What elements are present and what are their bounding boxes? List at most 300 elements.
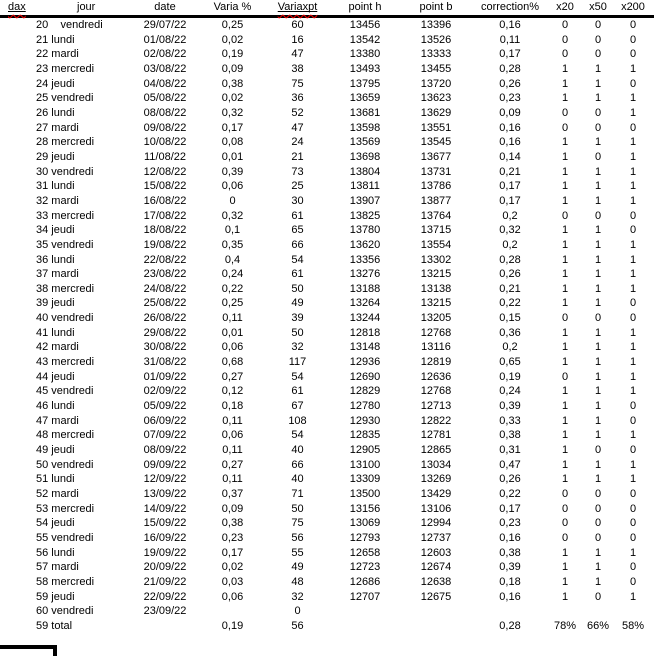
cell-correction-pct[interactable]: 0,17 [499, 180, 521, 193]
cell-x20[interactable]: 1 [561, 92, 569, 105]
cell-point-h[interactable]: 12780 [349, 400, 381, 413]
header-varia-pct[interactable]: Varia % [213, 1, 252, 13]
cell-correction-pct[interactable]: 0,2 [502, 209, 518, 222]
cell-varia-pct[interactable]: 0,02 [221, 33, 244, 46]
cell-x20[interactable]: 1 [561, 356, 569, 369]
cell-x50[interactable]: 1 [594, 297, 602, 310]
cell-x50[interactable]: 1 [594, 224, 602, 237]
cell-point-h[interactable]: 13493 [349, 62, 381, 75]
cell-point-b[interactable]: 13116 [421, 341, 451, 354]
cell-correction-pct[interactable]: 0,28 [499, 62, 521, 75]
cell-date[interactable]: 18/08/22 [143, 224, 187, 237]
cell-varia-pct[interactable]: 0,06 [221, 180, 244, 193]
cell-varia-pct[interactable]: 0,02 [221, 92, 244, 105]
header-variaxpt[interactable] [265, 0, 330, 15]
cell-jour[interactable]: 43 mercredi [36, 356, 95, 369]
cell-x50[interactable]: 1 [594, 429, 602, 442]
cell-x200[interactable]: 1 [629, 253, 637, 266]
cell-variaxpt[interactable]: 32 [291, 341, 304, 354]
cell-varia-pct[interactable]: 0,27 [221, 370, 244, 383]
cell-jour[interactable]: 28 mercredi [36, 136, 95, 149]
cell-point-h[interactable]: 13356 [349, 253, 381, 266]
cell-x20[interactable]: 1 [561, 444, 569, 457]
cell-point-h[interactable]: 13264 [349, 297, 381, 310]
cell-correction-pct[interactable]: 0,65 [499, 356, 521, 369]
cell-x200[interactable]: 0 [629, 77, 637, 90]
cell-x20[interactable]: 0 [561, 370, 569, 383]
cell-variaxpt[interactable]: 36 [291, 92, 304, 105]
cell-jour[interactable]: 25 vendredi [36, 92, 94, 105]
cell-variaxpt[interactable]: 54 [291, 429, 304, 442]
cell-correction-pct[interactable]: 0,39 [499, 561, 521, 574]
cell-x50[interactable]: 1 [594, 282, 602, 295]
cell-x20[interactable]: 1 [561, 575, 569, 588]
cell-variaxpt[interactable]: 66 [291, 238, 304, 251]
cell-point-h[interactable]: 12905 [349, 444, 381, 457]
cell-jour[interactable]: 59 jeudi [36, 590, 75, 603]
cell-varia-pct[interactable]: 0,18 [221, 400, 244, 413]
cell-point-h[interactable]: 13620 [349, 238, 381, 251]
cell-jour[interactable]: 54 jeudi [36, 517, 75, 530]
cell-jour[interactable]: 26 lundi [36, 106, 75, 119]
cell-date[interactable]: 22/08/22 [143, 253, 187, 266]
cell-point-h[interactable]: 13069 [349, 517, 381, 530]
cell-jour[interactable]: 37 mardi [36, 268, 79, 281]
cell-jour[interactable]: 24 jeudi [36, 77, 75, 90]
cell-date[interactable]: 12/09/22 [143, 473, 187, 486]
cell-x50[interactable]: 0 [594, 517, 602, 530]
cell-x50[interactable]: 1 [594, 268, 602, 281]
cell-variaxpt[interactable]: 50 [291, 282, 304, 295]
cell-correction-pct[interactable]: 0,18 [499, 575, 521, 588]
header-correction-pct[interactable]: correction% [480, 1, 540, 13]
cell-correction-pct[interactable]: 0,23 [499, 517, 521, 530]
cell-x20[interactable]: 1 [561, 136, 569, 149]
cell-varia-pct[interactable]: 0,4 [224, 253, 241, 266]
cell-date[interactable]: 30/08/22 [143, 341, 187, 354]
cell-x20[interactable]: 0 [561, 33, 569, 46]
cell-date[interactable]: 11/08/22 [143, 150, 186, 163]
cell-variaxpt[interactable]: 47 [291, 48, 304, 61]
cell-variaxpt[interactable]: 73 [291, 165, 304, 178]
cell-x50[interactable]: 1 [594, 62, 602, 75]
header-dax[interactable] [8, 0, 26, 15]
cell-x50[interactable]: 1 [594, 194, 602, 207]
cell-varia-pct[interactable]: 0,38 [221, 77, 244, 90]
cell-x200[interactable]: 0 [629, 209, 637, 222]
cell-varia-pct[interactable]: 0,24 [221, 268, 244, 281]
cell-correction-pct[interactable]: 0,39 [499, 400, 521, 413]
cell-variaxpt[interactable]: 108 [288, 414, 307, 427]
cell-point-b[interactable]: 13545 [420, 136, 452, 149]
cell-point-h[interactable]: 13500 [349, 488, 381, 500]
cell-x200[interactable]: 1 [629, 92, 637, 105]
cell-variaxpt[interactable]: 60 [291, 19, 304, 31]
cell-date[interactable]: 08/08/22 [143, 106, 187, 119]
cell-varia-pct[interactable]: 0,11 [222, 473, 243, 486]
cell-varia-pct[interactable]: 0,25 [221, 19, 244, 31]
cell-x50[interactable] [582, 604, 614, 619]
cell-point-b[interactable]: 12603 [420, 546, 452, 559]
cell-correction-pct[interactable]: 0,21 [499, 282, 521, 295]
cell-point-h[interactable]: 13188 [349, 282, 381, 295]
cell-varia-pct[interactable]: 0,03 [221, 575, 244, 588]
cell-variaxpt[interactable]: 66 [291, 458, 304, 471]
cell-x200[interactable]: 1 [629, 282, 637, 295]
cell-point-h[interactable]: 12707 [349, 590, 381, 603]
cell-varia-pct[interactable]: 0,06 [221, 341, 244, 354]
cell-date[interactable]: 01/08/22 [143, 33, 187, 46]
cell-variaxpt[interactable]: 65 [291, 224, 304, 237]
cell-variaxpt[interactable]: 61 [291, 209, 304, 222]
cell-x200[interactable]: 1 [629, 429, 637, 442]
cell-variaxpt[interactable]: 0 [294, 605, 301, 618]
cell-x20[interactable]: 1 [561, 341, 569, 354]
cell-x20[interactable]: 0 [561, 48, 569, 61]
cell-x50[interactable]: 1 [594, 341, 602, 354]
cell-varia-pct[interactable]: 0,01 [221, 326, 244, 339]
cell-x20[interactable]: 0 [561, 312, 569, 325]
cell-correction-pct[interactable]: 0,47 [499, 458, 521, 471]
cell-jour[interactable]: 59 total [36, 619, 73, 632]
cell-x200[interactable]: 1 [629, 590, 637, 603]
cell-x20[interactable]: 1 [561, 385, 569, 398]
cell-point-b[interactable]: 13034 [420, 458, 452, 471]
cell-x50[interactable]: 0 [594, 502, 602, 515]
cell-varia-pct[interactable]: 0,17 [221, 121, 244, 134]
cell-date[interactable]: 16/08/22 [143, 194, 187, 207]
cell-point-b[interactable]: 12822 [420, 414, 452, 427]
cell-point-h[interactable]: 13380 [349, 48, 381, 61]
cell-x50[interactable]: 1 [594, 165, 602, 178]
cell-x200[interactable]: 1 [629, 326, 637, 339]
cell-point-b[interactable]: 12675 [420, 590, 452, 603]
cell-correction-pct[interactable]: 0,15 [499, 312, 521, 325]
cell-x20[interactable]: 78% [553, 619, 577, 632]
cell-point-h[interactable]: 13825 [349, 209, 381, 222]
cell-correction-pct[interactable]: 0,16 [499, 121, 521, 134]
cell-point-h[interactable]: 13569 [349, 136, 381, 149]
cell-point-b[interactable] [400, 619, 472, 634]
cell-point-b[interactable]: 12819 [420, 356, 452, 369]
cell-x200[interactable]: 0 [629, 575, 637, 588]
cell-x200[interactable]: 0 [629, 33, 637, 46]
cell-jour[interactable]: 29 jeudi [36, 150, 75, 163]
cell-date[interactable]: 08/09/22 [143, 444, 187, 457]
cell-jour[interactable]: 57 mardi [36, 561, 79, 574]
cell-point-h[interactable]: 12835 [349, 429, 381, 442]
cell-date[interactable]: 01/09/22 [143, 370, 187, 383]
cell-date[interactable]: 16/09/22 [143, 531, 187, 544]
cell-variaxpt[interactable]: 16 [291, 33, 304, 46]
cell-x50[interactable]: 0 [594, 121, 602, 134]
cell-point-b[interactable]: 12865 [420, 444, 452, 457]
cell-jour[interactable]: 50 vendredi [36, 458, 94, 471]
cell-jour[interactable]: 21 lundi [36, 33, 75, 46]
cell-correction-pct[interactable]: 0,28 [499, 619, 521, 632]
cell-date[interactable]: 02/09/22 [143, 385, 187, 398]
cell-x20[interactable]: 1 [561, 429, 569, 442]
cell-jour[interactable]: 32 mardi [36, 194, 79, 207]
cell-x50[interactable]: 0 [594, 531, 602, 544]
cell-correction-pct[interactable]: 0,2 [502, 341, 518, 354]
cell-x20[interactable]: 0 [561, 488, 569, 500]
cell-date[interactable]: 21/09/22 [143, 575, 187, 588]
cell-x200[interactable]: 1 [629, 238, 637, 251]
cell-x50[interactable]: 1 [594, 458, 602, 471]
header-point-b[interactable]: point b [419, 1, 453, 13]
cell-variaxpt[interactable]: 75 [291, 77, 304, 90]
cell-varia-pct[interactable]: 0,23 [221, 531, 244, 544]
cell-x50[interactable]: 1 [594, 414, 602, 427]
header-date[interactable]: date [154, 1, 176, 13]
cell-correction-pct[interactable]: 0,22 [499, 488, 521, 500]
cell-date[interactable]: 12/08/22 [143, 165, 187, 178]
header-point-h[interactable]: point h [348, 1, 382, 13]
cell-x200[interactable]: 0 [629, 48, 637, 61]
cell-date[interactable]: 29/07/22 [143, 19, 187, 31]
cell-x200[interactable]: 0 [629, 517, 637, 530]
cell-point-h[interactable]: 12658 [349, 546, 381, 559]
cell-point-h[interactable]: 12818 [349, 326, 381, 339]
cell-x200[interactable]: 0 [629, 502, 637, 515]
header-x200[interactable]: x200 [621, 1, 645, 13]
cell-correction-pct[interactable]: 0,2 [502, 238, 518, 251]
cell-point-h[interactable]: 12829 [349, 385, 381, 398]
cell-x50[interactable]: 1 [594, 238, 602, 251]
cell-x50[interactable]: 0 [594, 106, 602, 119]
cell-correction-pct[interactable]: 0,33 [499, 414, 521, 427]
cell-point-b[interactable]: 13205 [420, 312, 452, 325]
cell-date[interactable] [130, 619, 200, 634]
cell-varia-pct[interactable]: 0,19 [221, 619, 244, 632]
cell-x50[interactable]: 1 [594, 253, 602, 266]
cell-varia-pct[interactable]: 0,17 [221, 546, 244, 559]
cell-x50[interactable]: 0 [594, 48, 602, 61]
cell-variaxpt[interactable]: 30 [291, 194, 304, 207]
cell-variaxpt[interactable]: 52 [291, 106, 304, 119]
cell-date[interactable]: 24/08/22 [143, 282, 187, 295]
cell-jour[interactable]: 40 vendredi [36, 312, 94, 325]
cell-x50[interactable]: 1 [594, 400, 602, 413]
cell-point-b[interactable]: 13786 [420, 180, 452, 193]
cell-point-h[interactable]: 13698 [349, 150, 381, 163]
cell-jour[interactable]: 34 jeudi [36, 224, 75, 237]
cell-correction-pct[interactable]: 0,26 [499, 473, 521, 486]
cell-variaxpt[interactable]: 32 [291, 590, 304, 603]
cell-x50[interactable]: 1 [594, 77, 602, 90]
cell-x50[interactable]: 1 [594, 473, 602, 486]
cell-variaxpt[interactable]: 50 [291, 326, 304, 339]
cell-point-b[interactable]: 13526 [420, 33, 452, 46]
cell-point-h[interactable]: 12936 [349, 356, 381, 369]
cell-date[interactable]: 29/08/22 [143, 326, 187, 339]
cell-variaxpt[interactable]: 55 [291, 546, 304, 559]
cell-variaxpt[interactable]: 49 [291, 297, 304, 310]
cell-jour[interactable]: 20 vendredi [36, 19, 103, 31]
cell-x20[interactable]: 0 [561, 209, 569, 222]
cell-date[interactable]: 13/09/22 [143, 488, 187, 500]
cell-date[interactable]: 09/08/22 [143, 121, 187, 134]
cell-x20[interactable]: 1 [561, 194, 569, 207]
cell-x50[interactable]: 1 [594, 136, 602, 149]
cell-varia-pct[interactable]: 0,19 [221, 48, 244, 61]
cell-point-b[interactable]: 13877 [420, 194, 452, 207]
cell-x50[interactable]: 0 [594, 590, 602, 603]
cell-x20[interactable]: 1 [561, 268, 569, 281]
cell-varia-pct[interactable]: 0,38 [221, 517, 244, 530]
cell-date[interactable]: 23/08/22 [143, 268, 187, 281]
cell-date[interactable]: 14/09/22 [143, 502, 187, 515]
cell-variaxpt[interactable]: 48 [291, 575, 304, 588]
cell-correction-pct[interactable]: 0,38 [499, 429, 521, 442]
cell-x50[interactable]: 0 [594, 444, 602, 457]
cell-date[interactable]: 09/09/22 [143, 458, 187, 471]
cell-variaxpt[interactable]: 54 [291, 370, 304, 383]
cell-point-h[interactable]: 13156 [349, 502, 381, 515]
cell-point-b[interactable]: 13551 [420, 121, 452, 134]
cell-correction-pct[interactable]: 0,26 [499, 77, 521, 90]
cell-date[interactable]: 25/08/22 [143, 297, 187, 310]
cell-variaxpt[interactable]: 49 [291, 561, 304, 574]
cell-x20[interactable]: 1 [561, 473, 569, 486]
cell-jour[interactable]: 31 lundi [36, 180, 75, 193]
cell-correction-pct[interactable] [472, 604, 548, 619]
cell-jour[interactable]: 42 mardi [36, 341, 79, 354]
cell-x200[interactable]: 0 [629, 561, 637, 574]
cell-date[interactable]: 15/08/22 [143, 180, 187, 193]
cell-variaxpt[interactable]: 75 [291, 517, 304, 530]
cell-varia-pct[interactable]: 0,37 [221, 488, 244, 500]
cell-x50[interactable]: 0 [594, 19, 602, 31]
cell-point-b[interactable]: 13269 [420, 473, 452, 486]
cell-varia-pct[interactable]: 0,01 [221, 150, 244, 163]
cell-correction-pct[interactable]: 0,28 [499, 253, 521, 266]
cell-x20[interactable]: 1 [561, 297, 569, 310]
cell-varia-pct[interactable]: 0,09 [221, 62, 244, 75]
cell-x200[interactable]: 1 [629, 546, 637, 559]
cell-correction-pct[interactable]: 0,38 [499, 546, 521, 559]
cell-x200[interactable]: 0 [629, 224, 637, 237]
cell-x200[interactable]: 1 [629, 268, 637, 281]
cell-x200[interactable]: 1 [629, 458, 637, 471]
cell-correction-pct[interactable]: 0,23 [499, 92, 521, 105]
cell-correction-pct[interactable]: 0,09 [499, 106, 521, 119]
cell-variaxpt[interactable]: 24 [291, 136, 304, 149]
cell-jour[interactable]: 35 vendredi [36, 238, 94, 251]
cell-variaxpt[interactable]: 56 [291, 531, 304, 544]
cell-date[interactable]: 10/08/22 [143, 136, 187, 149]
cell-varia-pct[interactable]: 0,35 [221, 238, 244, 251]
cell-varia-pct[interactable]: 0,11 [222, 444, 243, 457]
cell-x200[interactable]: 0 [629, 531, 637, 544]
cell-point-b[interactable]: 13731 [420, 165, 452, 178]
cell-jour[interactable]: 39 jeudi [36, 297, 75, 310]
cell-correction-pct[interactable]: 0,17 [499, 48, 521, 61]
cell-variaxpt[interactable]: 40 [291, 473, 304, 486]
header-x50[interactable]: x50 [589, 1, 607, 13]
cell-x50[interactable]: 0 [594, 488, 602, 500]
cell-x20[interactable]: 1 [561, 282, 569, 295]
cell-x50[interactable]: 1 [594, 370, 602, 383]
embedded-chart-corner[interactable] [0, 645, 57, 656]
cell-variaxpt[interactable]: 56 [291, 619, 304, 632]
cell-point-h[interactable]: 13659 [349, 92, 381, 105]
cell-point-h[interactable]: 13804 [349, 165, 381, 178]
cell-x50[interactable]: 1 [594, 180, 602, 193]
cell-varia-pct[interactable]: 0,09 [221, 502, 244, 515]
cell-point-h[interactable]: 13907 [349, 194, 381, 207]
cell-x50[interactable]: 0 [594, 150, 602, 163]
cell-point-h[interactable]: 13780 [349, 224, 381, 237]
cell-jour[interactable]: 52 mardi [36, 488, 79, 500]
cell-date[interactable]: 19/09/22 [143, 546, 187, 559]
cell-x50[interactable]: 0 [594, 312, 602, 325]
cell-jour[interactable]: 46 lundi [36, 400, 75, 413]
cell-point-b[interactable]: 13629 [420, 106, 452, 119]
cell-x200[interactable]: 0 [629, 488, 637, 500]
cell-variaxpt[interactable]: 47 [291, 121, 304, 134]
cell-varia-pct[interactable]: 0,02 [221, 561, 244, 574]
cell-variaxpt[interactable]: 39 [291, 312, 304, 325]
cell-point-h[interactable]: 13681 [349, 106, 381, 119]
cell-date[interactable]: 07/09/22 [143, 429, 187, 442]
cell-date[interactable]: 05/09/22 [143, 400, 187, 413]
cell-x50[interactable]: 1 [594, 385, 602, 398]
cell-x200[interactable]: 0 [629, 19, 637, 31]
cell-date[interactable]: 26/08/22 [143, 312, 187, 325]
cell-point-b[interactable]: 13455 [420, 62, 452, 75]
cell-point-h[interactable]: 13309 [349, 473, 381, 486]
cell-point-b[interactable]: 13138 [420, 282, 452, 295]
cell-x20[interactable]: 1 [561, 165, 569, 178]
cell-varia-pct[interactable]: 0,11 [222, 312, 243, 325]
cell-x20[interactable]: 1 [561, 180, 569, 193]
cell-x50[interactable]: 1 [594, 561, 602, 574]
cell-x20[interactable]: 1 [561, 77, 569, 90]
cell-varia-pct[interactable]: 0,06 [221, 429, 244, 442]
cell-point-b[interactable]: 13720 [420, 77, 452, 90]
cell-x20[interactable]: 0 [561, 121, 569, 134]
cell-x20[interactable]: 1 [561, 414, 569, 427]
cell-point-b[interactable]: 12768 [420, 326, 452, 339]
cell-point-b[interactable]: 13554 [420, 238, 452, 251]
cell-point-h[interactable]: 13456 [349, 19, 381, 31]
cell-x200[interactable]: 1 [629, 356, 637, 369]
cell-correction-pct[interactable]: 0,14 [499, 150, 521, 163]
cell-x200[interactable]: 1 [629, 62, 637, 75]
cell-varia-pct[interactable]: 0,22 [221, 282, 244, 295]
cell-varia-pct[interactable]: 0,32 [221, 106, 244, 119]
cell-variaxpt[interactable]: 61 [291, 385, 304, 398]
cell-varia-pct[interactable]: 0,68 [221, 356, 244, 369]
cell-point-b[interactable]: 13215 [420, 297, 452, 310]
cell-jour[interactable]: 36 lundi [36, 253, 75, 266]
cell-x20[interactable]: 1 [561, 458, 569, 471]
cell-variaxpt[interactable]: 71 [291, 488, 304, 500]
cell-date[interactable]: 05/08/22 [143, 92, 187, 105]
cell-variaxpt[interactable]: 40 [291, 444, 304, 457]
cell-point-b[interactable]: 13623 [420, 92, 452, 105]
cell-x50[interactable]: 0 [594, 209, 602, 222]
cell-x20[interactable]: 1 [561, 150, 569, 163]
cell-point-b[interactable]: 13715 [420, 224, 452, 237]
cell-correction-pct[interactable]: 0,24 [499, 385, 521, 398]
cell-x50[interactable]: 0 [594, 33, 602, 46]
cell-jour[interactable]: 51 lundi [36, 473, 75, 486]
cell-point-b[interactable]: 12737 [420, 531, 452, 544]
cell-x200[interactable]: 1 [629, 106, 637, 119]
